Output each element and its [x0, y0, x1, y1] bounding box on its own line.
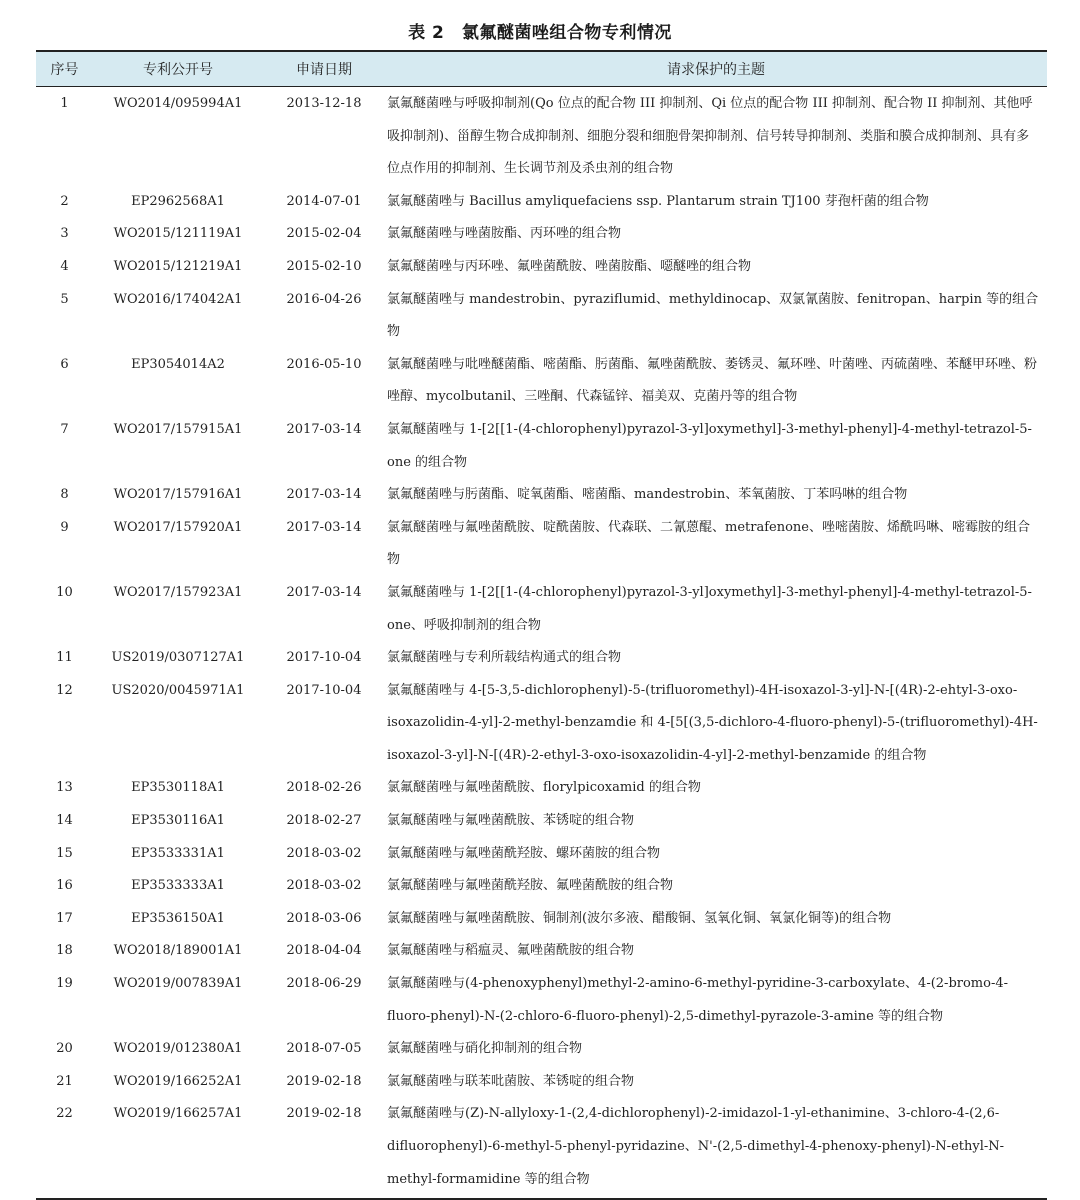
- row-serial-no: 9: [60, 519, 69, 535]
- table-body: [36, 87, 1047, 1200]
- row-serial-no: 18: [56, 943, 73, 959]
- row-serial-no: 10: [56, 584, 73, 600]
- row-serial-no: 8: [60, 487, 69, 503]
- row-serial-no: 21: [56, 1073, 73, 1089]
- row-serial-no: 2: [60, 193, 69, 209]
- row-application-date: 2016-04-26: [286, 291, 362, 307]
- table-row: [36, 838, 1047, 871]
- row-serial-no: 20: [56, 1041, 73, 1057]
- row-claimed-subject: 氯氟醚菌唑与 Bacillus amyliquefaciens ssp. Plantarum strain TJ100 芽孢杆菌的组合物: [387, 193, 929, 209]
- row-patent-number: WO2014/095994A1: [113, 96, 243, 111]
- row-patent-number: EP2962568A1: [131, 193, 225, 209]
- row-patent-number: US2019/0307127A1: [111, 650, 245, 666]
- table-row: [36, 642, 1047, 675]
- row-application-date: 2018-07-05: [286, 1041, 362, 1057]
- row-claimed-subject: 氯氟醚菌唑与吡唑醚菌酯、嘧菌酯、肟菌酯、氟唑菌酰胺、萎锈灵、氟环唑、叶菌唑、丙硫菌唑、苯醚甲环唑、粉唑醇、mycolbutanil、三唑酮、代森锰锌、福美双、克菌丹等的组合物: [387, 356, 1038, 405]
- row-claimed-subject: 氯氟醚菌唑与氟唑菌酰羟胺、氟唑菌酰胺的组合物: [387, 878, 674, 894]
- row-patent-number: WO2017/157916A1: [113, 487, 243, 503]
- row-serial-no: 4: [60, 258, 69, 274]
- table-row: [36, 577, 1047, 642]
- row-serial-no: 14: [56, 813, 73, 829]
- row-patent-number: WO2017/157915A1: [113, 421, 243, 437]
- row-application-date: 2018-04-04: [286, 943, 362, 959]
- row-application-date: 2018-03-06: [286, 910, 362, 926]
- row-serial-no: 17: [56, 910, 73, 926]
- table-row: [36, 1033, 1047, 1066]
- table-header: [36, 51, 1047, 87]
- header-patent-number: 专利公开号: [93, 51, 263, 87]
- header-application-date: 申请日期: [263, 51, 385, 87]
- row-application-date: 2018-06-29: [286, 976, 362, 992]
- table-row: [36, 284, 1047, 349]
- row-serial-no: 16: [56, 878, 73, 894]
- row-application-date: 2018-03-02: [286, 878, 362, 894]
- row-claimed-subject: 氯氟醚菌唑与 1-[2[[1-(4-chlorophenyl)pyrazol-3-yl]oxymethyl]-3-methyl-phenyl]-4-methyl-tetrazol-5-one 的组合物: [387, 421, 1032, 470]
- row-claimed-subject: 氯氟醚菌唑与专利所载结构通式的组合物: [387, 650, 622, 666]
- row-patent-number: WO2017/157920A1: [113, 519, 243, 535]
- row-claimed-subject: 氯氟醚菌唑与呼吸抑制剂(Qo 位点的配合物 III 抑制剂、Qi 位点的配合物 III 抑制剂、配合物 II 抑制剂、其他呼吸抑制剂)、甾醇生物合成抑制剂、细胞分裂和细胞骨架抑制剂、信号转导抑制剂、类脂和膜合成抑制剂、具有多位点作用的抑制剂、生长调节剂及杀虫剂的组合物: [387, 96, 1033, 177]
- row-application-date: 2018-02-27: [286, 813, 362, 829]
- table-row: [36, 772, 1047, 805]
- row-claimed-subject: 氯氟醚菌唑与氟唑菌酰胺、铜制剂(波尔多液、醋酸铜、氢氧化铜、氧氯化铜等)的组合物: [387, 910, 892, 926]
- row-application-date: 2017-03-14: [286, 584, 362, 600]
- row-claimed-subject: 氯氟醚菌唑与 4-[5-3,5-dichlorophenyl)-5-(trifluoromethyl)-4H-isoxazol-3-yl]-N-[(4R)-2-ehtyl-3-oxo-isoxazolidin-4-yl]-2-methyl-benzamdie 和 4-[5[(3,5-dichloro-4-fluoro-phenyl)-5-(trifluoromethyl)-4H-isoxazol-3-yl]-N-[(4R)-2-ethyl-3-oxo-isoxazolidin-4-yl]-2-methyl-benzamide 的组合物: [387, 682, 1038, 763]
- row-claimed-subject: 氯氟醚菌唑与硝化抑制剂的组合物: [387, 1041, 583, 1057]
- header-row: [36, 51, 1047, 87]
- table-row: [36, 675, 1047, 773]
- row-claimed-subject: 氯氟醚菌唑与氟唑菌酰胺、苯锈啶的组合物: [387, 813, 635, 829]
- row-patent-number: EP3536150A1: [131, 910, 225, 926]
- table-row: [36, 218, 1047, 251]
- row-serial-no: 7: [60, 421, 69, 437]
- row-serial-no: 11: [56, 650, 73, 666]
- row-claimed-subject: 氯氟醚菌唑与(4-phenoxyphenyl)methyl-2-amino-6-methyl-pyridine-3-carboxylate、4-(2-bromo-4-fluoro-phenyl)-N-(2-chloro-6-fluoro-phenyl)-2,5-dimethyl-pyrazole-3-amine 等的组合物: [387, 976, 1009, 1024]
- patent-table: [36, 50, 1047, 1200]
- row-claimed-subject: 氯氟醚菌唑与 1-[2[[1-(4-chlorophenyl)pyrazol-3-yl]oxymethyl]-3-methyl-phenyl]-4-methyl-tetrazol-5-one、呼吸抑制剂的组合物: [387, 584, 1032, 633]
- table-row: [36, 414, 1047, 479]
- table-row: [36, 349, 1047, 414]
- header-claimed-subject: 请求保护的主题: [385, 51, 1047, 87]
- row-claimed-subject: 氯氟醚菌唑与唑菌胺酯、丙环唑的组合物: [387, 226, 622, 242]
- row-patent-number: WO2018/189001A1: [113, 943, 243, 959]
- patent-table-container: [36, 50, 1047, 1200]
- row-patent-number: WO2019/166252A1: [113, 1073, 243, 1089]
- row-application-date: 2018-02-26: [286, 780, 362, 796]
- header-serial-no: 序号: [36, 51, 93, 87]
- row-application-date: 2015-02-10: [286, 258, 362, 274]
- row-application-date: 2017-10-04: [286, 650, 362, 666]
- table-row: [36, 968, 1047, 1033]
- row-patent-number: WO2019/012380A1: [113, 1041, 243, 1057]
- row-application-date: 2019-02-18: [286, 1073, 362, 1089]
- row-patent-number: EP3054014A2: [131, 356, 225, 372]
- row-patent-number: EP3530118A1: [131, 780, 225, 796]
- table-row: [36, 512, 1047, 577]
- table-row: [36, 479, 1047, 512]
- row-serial-no: 1: [60, 96, 69, 111]
- row-claimed-subject: 氯氟醚菌唑与联苯吡菌胺、苯锈啶的组合物: [387, 1073, 635, 1089]
- row-patent-number: EP3533333A1: [131, 878, 225, 894]
- row-serial-no: 22: [36, 1098, 93, 1199]
- row-patent-number: WO2019/007839A1: [113, 976, 243, 992]
- row-serial-no: 3: [60, 226, 69, 242]
- row-patent-number: US2020/0045971A1: [111, 682, 245, 698]
- row-patent-number: WO2017/157923A1: [113, 584, 243, 600]
- table-row: [36, 87, 1047, 186]
- row-claimed-subject: 氯氟醚菌唑与肟菌酯、啶氧菌酯、嘧菌酯、mandestrobin、苯氧菌胺、丁苯吗啉的组合物: [387, 487, 908, 503]
- table-row: [36, 935, 1047, 968]
- row-claimed-subject: 氯氟醚菌唑与稻瘟灵、氟唑菌酰胺的组合物: [387, 943, 635, 959]
- row-application-date: 2017-10-04: [286, 682, 362, 698]
- row-application-date: 2017-03-14: [286, 519, 362, 535]
- row-claimed-subject: 氯氟醚菌唑与氟唑菌酰羟胺、螺环菌胺的组合物: [387, 845, 661, 861]
- table-row: [36, 1066, 1047, 1099]
- table-row: [36, 186, 1047, 219]
- row-serial-no: 15: [56, 845, 73, 861]
- row-claimed-subject: 氯氟醚菌唑与氟唑菌酰胺、啶酰菌胺、代森联、二氰蒽醌、metrafenone、唑嘧菌胺、烯酰吗啉、嘧霉胺的组合物: [387, 519, 1030, 568]
- row-serial-no: 5: [60, 291, 69, 307]
- table-row: [36, 805, 1047, 838]
- row-patent-number: EP3533331A1: [131, 845, 225, 861]
- row-application-date: 2018-03-02: [286, 845, 362, 861]
- row-application-date: 2019-02-18: [263, 1098, 385, 1199]
- row-claimed-subject: 氯氟醚菌唑与 mandestrobin、pyraziflumid、methyldinocap、双氯氰菌胺、fenitropan、harpin 等的组合物: [387, 291, 1039, 340]
- row-claimed-subject: 氯氟醚菌唑与丙环唑、氟唑菌酰胺、唑菌胺酯、噁醚唑的组合物: [387, 258, 752, 274]
- table-row: [36, 903, 1047, 936]
- row-claimed-subject: 氯氟醚菌唑与(Z)-N-allyloxy-1-(2,4-dichlorophenyl)-2-imidazol-1-yl-ethanimine、3-chloro-4-(2,6-difluorophenyl)-6-methyl-5-phenyl-pyridazine、N'-(2,5-dimethyl-4-phenoxy-phenyl)-N-ethyl-N-methyl-formamidine 等的组合物: [385, 1098, 1047, 1199]
- row-patent-number: WO2015/121119A1: [113, 226, 243, 242]
- row-patent-number: WO2015/121219A1: [113, 258, 243, 274]
- row-patent-number: WO2016/174042A1: [113, 291, 243, 307]
- table-caption: 表 2 氯氟醚菌唑组合物专利情况: [408, 23, 672, 43]
- row-application-date: 2017-03-14: [286, 487, 362, 503]
- table-row: [36, 251, 1047, 284]
- row-serial-no: 19: [56, 976, 73, 992]
- row-application-date: 2015-02-04: [286, 226, 362, 242]
- row-claimed-subject: 氯氟醚菌唑与氟唑菌酰胺、florylpicoxamid 的组合物: [387, 780, 701, 796]
- row-application-date: 2017-03-14: [286, 421, 362, 437]
- row-patent-number: EP3530116A1: [131, 813, 225, 829]
- row-serial-no: 13: [56, 780, 73, 796]
- row-application-date: 2014-07-01: [286, 193, 362, 209]
- row-patent-number: WO2019/166257A1: [93, 1098, 263, 1199]
- table-row: [36, 1098, 1047, 1199]
- row-serial-no: 6: [60, 356, 69, 372]
- table-row: [36, 870, 1047, 903]
- row-application-date: 2016-05-10: [286, 356, 362, 372]
- row-application-date: 2013-12-18: [286, 96, 362, 111]
- row-serial-no: 12: [56, 682, 73, 698]
